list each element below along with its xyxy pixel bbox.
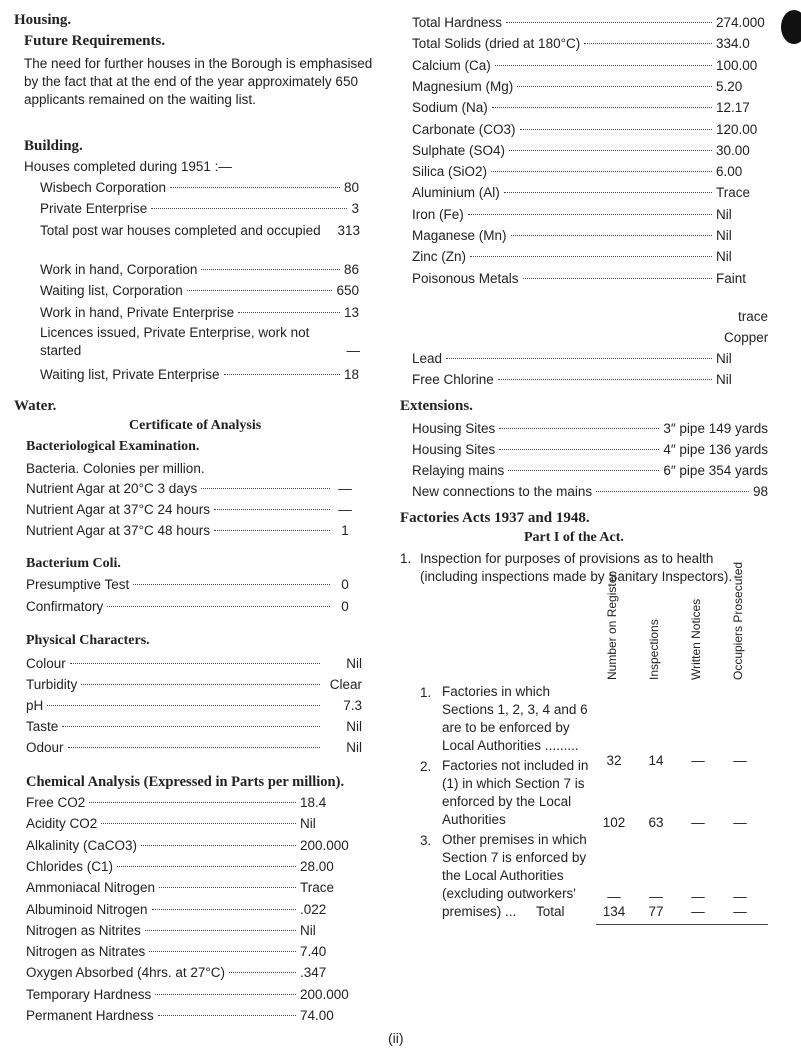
analysis-row: Acidity CO2 Nil	[26, 816, 316, 832]
factories-intro-num: 1.	[400, 551, 412, 566]
factory-cell: —	[649, 889, 663, 904]
chemical-heading: Chemical Analysis (Expressed in Parts per million).	[26, 774, 345, 790]
physical-row: Turbidity Clear	[26, 677, 362, 692]
analysis-row: Total Hardness 274.000	[412, 15, 765, 30]
analysis-row: Nitrogen as Nitrites Nil	[26, 922, 316, 938]
factory-row-text: Factories not included in (1) in which Section 7 is enforced by the Local Authorities	[442, 758, 589, 827]
analysis-row: Albuminoid Nitrogen .022	[26, 901, 327, 917]
factory-cell: 63	[648, 815, 664, 830]
analysis-row: Ammoniacal Nitrogen Trace	[26, 880, 335, 896]
factory-row-text: Other premises in which Section 7 is enforced by the Local Authorities (excluding outworkers' premises) ...	[442, 832, 587, 919]
extensions-heading: Extensions.	[400, 398, 473, 414]
total-value: 77	[648, 904, 664, 919]
building-heading: Building.	[24, 138, 83, 154]
col-head-register: Number on Register	[605, 572, 619, 680]
physical-row: Colour Nil	[26, 656, 362, 671]
total-label: Total	[536, 904, 565, 919]
analysis-row: Calcium (Ca) 100.00	[412, 57, 758, 73]
factories-heading: Factories Acts 1937 and 1948.	[400, 510, 590, 526]
total-rule	[596, 924, 768, 925]
extension-row: Housing Sites 4″ pipe 136 yards	[412, 442, 768, 457]
future-paragraph: The need for further houses in the Borough is emphasised by the fact that at the end of the year approximately 650 applicants remained on the waiting list.	[24, 56, 373, 107]
physical-heading: Physical Characters.	[26, 633, 150, 648]
factory-cell: —	[607, 889, 621, 904]
building-item-multiline: Total post war houses completed and occupied 313	[40, 223, 360, 238]
analysis-row: Total Solids (dried at 180°C) 334.0	[412, 36, 750, 52]
future-heading: Future Requirements.	[24, 33, 166, 49]
analysis-row: Sulphate (SO4) 30.00	[412, 142, 750, 158]
col-head-inspections: Inspections	[647, 619, 661, 680]
analysis-row: Chlorides (C1) 28.00	[26, 858, 334, 874]
factory-row-num: 3.	[420, 833, 432, 848]
analysis-row: Aluminium (Al) Trace	[412, 185, 751, 201]
building-item: Work in hand, Private Enterprise 13	[40, 305, 359, 320]
poison-extra-2: Copper	[724, 330, 769, 345]
col-head-prosecuted: Occupiers Prosecuted	[731, 561, 745, 680]
bact-exam-heading: Bacteriological Examination.	[26, 439, 200, 454]
coli-heading: Bacterium Coli.	[26, 556, 121, 571]
extension-row: Relaying mains 6″ pipe 354 yards	[412, 463, 768, 478]
building-item: Wisbech Corporation 80	[40, 180, 359, 195]
factory-cell: 14	[648, 753, 664, 768]
building-item: Private Enterprise 3	[40, 201, 359, 216]
page-number: (ii)	[388, 1030, 404, 1046]
physical-row: Taste Nil	[26, 719, 362, 734]
agar-row: Nutrient Agar at 37°C 48 hours 1	[26, 523, 349, 538]
factory-cell: —	[691, 753, 705, 768]
factory-cell: —	[733, 753, 747, 768]
building-intro: Houses completed during 1951 :—	[24, 159, 232, 174]
factory-cell: —	[733, 815, 747, 830]
col-head-notices: Written Notices	[689, 598, 703, 680]
factory-cell: —	[733, 889, 747, 904]
analysis-row: Alkalinity (CaCO3) 200.000	[26, 837, 349, 853]
analysis-row: Zinc (Zn) Nil	[412, 249, 732, 265]
chemical-tail-row: Lead Nil	[412, 351, 732, 366]
factory-row-num: 2.	[420, 759, 432, 774]
bacteria-line: Bacteria. Colonies per million.	[26, 461, 205, 476]
cert-heading: Certificate of Analysis	[129, 418, 262, 433]
total-value: —	[733, 904, 747, 919]
analysis-row: Free CO2 18.4	[26, 795, 327, 810]
coli-row: Confirmatory 0	[26, 599, 349, 614]
factory-cell: 32	[606, 753, 622, 768]
factory-cell: —	[691, 815, 705, 830]
physical-row: Odour Nil	[26, 740, 362, 755]
factories-part: Part I of the Act.	[524, 530, 624, 545]
water-title: Water.	[14, 398, 57, 414]
factory-cell: —	[691, 889, 705, 904]
housing-title: Housing.	[14, 12, 72, 28]
building-item-multiline: Licences issued, Private Enterprise, work not started —	[40, 325, 360, 358]
extension-row: Housing Sites 3″ pipe 149 yards	[412, 421, 768, 436]
analysis-row: Maganese (Mn) Nil	[412, 228, 732, 243]
analysis-row: Sodium (Na) 12.17	[412, 100, 750, 116]
factory-row-text: Factories in which Sections 1, 2, 3, 4 and 6 are to be enforced by Local Authorities .........	[442, 684, 588, 753]
poison-extra-1: trace	[737, 309, 768, 324]
analysis-row: Carbonate (CO3) 120.00	[412, 121, 758, 137]
agar-row: Nutrient Agar at 20°C 3 days —	[26, 481, 352, 496]
analysis-row: Nitrogen as Nitrates 7.40	[26, 944, 327, 960]
extension-row: New connections to the mains 98	[412, 484, 768, 499]
factories-intro: Inspection for purposes of provisions as to health (including inspections made by Sanitary Inspectors).	[420, 551, 733, 584]
analysis-row: Silica (SiO2) 6.00	[412, 164, 743, 180]
building-item: Waiting list, Corporation 650	[40, 283, 359, 298]
building-item: Work in hand, Corporation 86	[40, 262, 359, 277]
total-value: 134	[602, 904, 626, 919]
coli-row: Presumptive Test 0	[26, 577, 349, 592]
total-value: —	[691, 904, 705, 919]
physical-row: pH 7.3	[26, 698, 362, 713]
chemical-tail-row: Free Chlorine Nil	[412, 372, 732, 387]
factory-row-num: 1.	[420, 685, 432, 700]
ink-blot	[781, 10, 801, 44]
analysis-row: Permanent Hardness 74.00	[26, 1008, 334, 1023]
analysis-row: Magnesium (Mg) 5.20	[412, 78, 743, 94]
agar-row: Nutrient Agar at 37°C 24 hours —	[26, 502, 352, 517]
analysis-row: Oxygen Absorbed (4hrs. at 27°C) .347	[26, 965, 327, 981]
building-item: Waiting list, Private Enterprise 18	[40, 367, 359, 382]
analysis-row: Iron (Fe) Nil	[412, 206, 732, 222]
analysis-row: Temporary Hardness 200.000	[26, 986, 349, 1002]
analysis-row: Poisonous Metals Faint	[412, 270, 747, 286]
factory-cell: 102	[602, 815, 626, 830]
